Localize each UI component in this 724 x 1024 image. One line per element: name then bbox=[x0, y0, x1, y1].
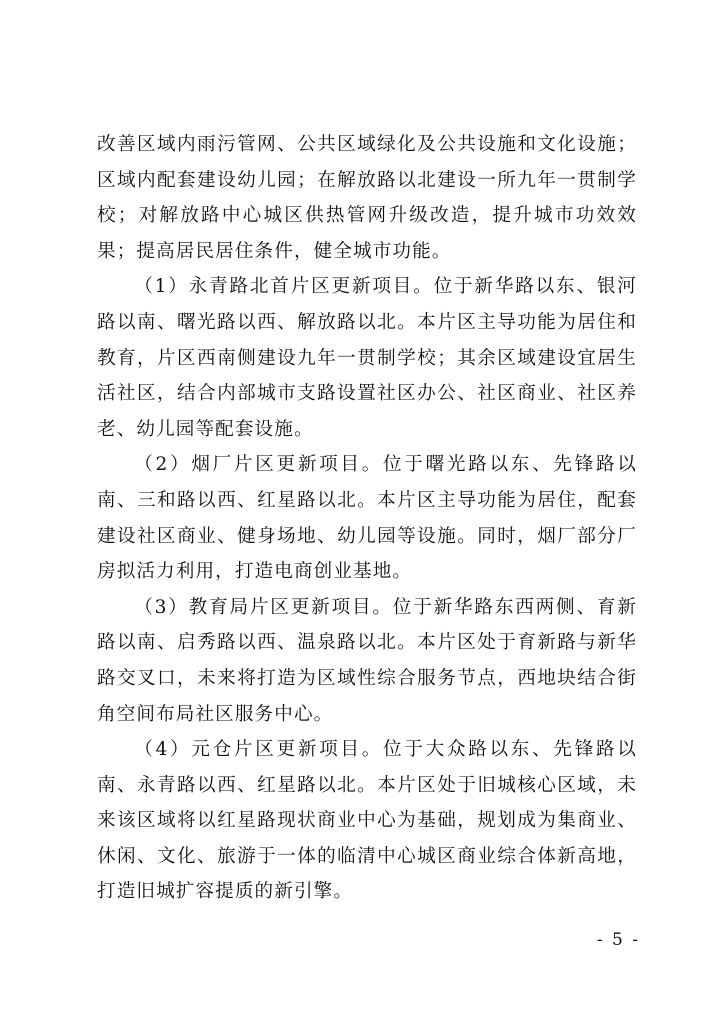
page-number: - 5 - bbox=[596, 930, 640, 950]
document-body bbox=[97, 127, 637, 910]
paragraph-project-2: （2）烟厂片区更新项目。位于曙光路以东、先锋路以南、三和路以西、红星路以北。本片区主导功能为居住，配套建设社区商业、健身场地、幼儿园等设施。同时，烟厂部分厂房拟活力利用，打造电商创业基地。 bbox=[97, 454, 637, 583]
paragraph-intro-continuation: 改善区域内雨污管网、公共区域绿化及公共设施和文化设施；区域内配套建设幼儿园；在解放路以北建设一所九年一贯制学校；对解放路中心城区供热管网升级改造，提升城市功效效果；提高居民居住条件，健全城市功能。 bbox=[97, 134, 637, 262]
paragraph-project-3: （3）教育局片区更新项目。位于新华路东西两侧、育新路以南、启秀路以西、温泉路以北。本片区处于育新路与新华路交叉口，未来将打造为区域性综合服务节点，西地块结合街角空间布局社区服务中心。 bbox=[97, 596, 637, 725]
paragraph-project-4: （4）元仓片区更新项目。位于大众路以东、先锋路以南、永青路以西、红星路以北。本片区处于旧城核心区域，未来该区域将以红星路现状商业中心为基础，规划成为集商业、休闲、文化、旅游于一体的临清中心城区商业综合体新高地，打造旧城扩容提质的新引擎。 bbox=[97, 739, 637, 903]
paragraph-project-1: （1）永青路北首片区更新项目。位于新华路以东、银河路以南、曙光路以西、解放路以北。本片区主导功能为居住和教育，片区西南侧建设九年一贯制学校；其余区域建设宜居生活社区，结合内部城市支路设置社区办公、社区商业、社区养老、幼儿园等配套设施。 bbox=[97, 276, 637, 440]
